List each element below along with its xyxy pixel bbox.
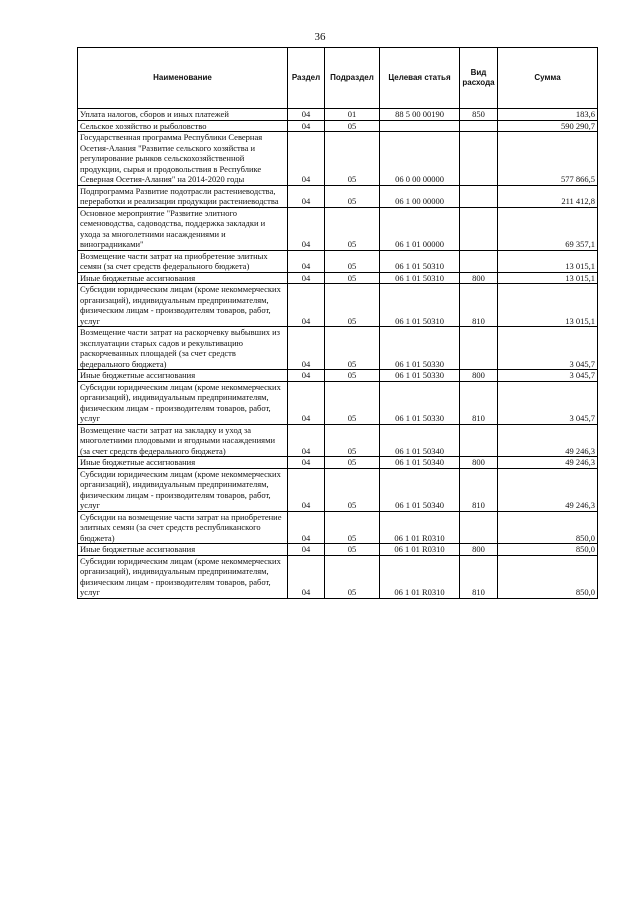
header-podrazdel: Подраздел (325, 48, 380, 109)
cell-article: 06 1 01 50330 (380, 327, 460, 370)
cell-razdel: 04 (288, 132, 325, 186)
cell-sum: 49 246,3 (498, 457, 598, 469)
table-row (78, 109, 598, 121)
cell-podrazdel: 05 (325, 132, 380, 186)
cell-name: Возмещение части затрат на закладку и уход за многолетними плодовыми и ягодными насаждениями (за счет средств федерального бюджета) (78, 424, 288, 457)
cell-sum: 69 357,1 (498, 207, 598, 250)
cell-sum: 850,0 (498, 511, 598, 544)
cell-article: 06 1 01 50310 (380, 250, 460, 272)
cell-podrazdel: 05 (325, 284, 380, 327)
cell-podrazdel: 05 (325, 250, 380, 272)
cell-name: Субсидии юридическим лицам (кроме некоммерческих организаций), индивидуальным предпринимателям, физическим лицам - производителям товаров, работ, услуг (78, 381, 288, 424)
table-row (78, 120, 598, 132)
cell-article: 06 1 00 00000 (380, 185, 460, 207)
cell-podrazdel: 05 (325, 544, 380, 556)
cell-vid (460, 185, 498, 207)
cell-name: Подпрограмма Развитие подотрасли растениеводства, переработки и реализации продукции растениеводства (78, 185, 288, 207)
cell-vid (460, 327, 498, 370)
cell-vid: 800 (460, 544, 498, 556)
cell-vid (460, 132, 498, 186)
cell-sum: 850,0 (498, 555, 598, 598)
cell-article: 06 0 00 00000 (380, 132, 460, 186)
cell-sum: 49 246,3 (498, 468, 598, 511)
cell-name: Иные бюджетные ассигнования (78, 544, 288, 556)
cell-razdel: 04 (288, 327, 325, 370)
table-row (78, 250, 598, 272)
header-article: Целевая статья (380, 48, 460, 109)
cell-razdel: 04 (288, 424, 325, 457)
table-row (78, 457, 598, 469)
cell-article: 06 1 01 50340 (380, 468, 460, 511)
cell-podrazdel: 05 (325, 381, 380, 424)
cell-podrazdel: 05 (325, 185, 380, 207)
cell-vid: 800 (460, 370, 498, 382)
cell-razdel: 04 (288, 370, 325, 382)
cell-podrazdel: 05 (325, 457, 380, 469)
table-row (78, 132, 598, 186)
cell-name: Иные бюджетные ассигнования (78, 457, 288, 469)
cell-article: 06 1 01 R0310 (380, 544, 460, 556)
cell-sum: 577 866,5 (498, 132, 598, 186)
cell-podrazdel: 05 (325, 327, 380, 370)
cell-vid: 810 (460, 555, 498, 598)
cell-podrazdel: 05 (325, 468, 380, 511)
cell-vid: 800 (460, 272, 498, 284)
cell-razdel: 04 (288, 468, 325, 511)
cell-podrazdel: 05 (325, 272, 380, 284)
cell-razdel: 04 (288, 511, 325, 544)
cell-sum: 183,6 (498, 109, 598, 121)
cell-article: 06 1 01 50340 (380, 457, 460, 469)
cell-article: 06 1 01 50310 (380, 284, 460, 327)
cell-name: Уплата налогов, сборов и иных платежей (78, 109, 288, 121)
table-row (78, 207, 598, 250)
cell-razdel: 04 (288, 250, 325, 272)
header-name: Наименование (78, 48, 288, 109)
cell-name: Субсидии юридическим лицам (кроме некоммерческих организаций), индивидуальным предпринимателям, физическим лицам - производителям товаров, работ, услуг (78, 468, 288, 511)
table-row (78, 511, 598, 544)
cell-razdel: 04 (288, 381, 325, 424)
cell-sum: 49 246,3 (498, 424, 598, 457)
table-row (78, 424, 598, 457)
cell-vid: 810 (460, 284, 498, 327)
table-header-row (78, 48, 598, 109)
cell-name: Государственная программа Республики Северная Осетия-Алания "Развитие сельского хозяйства и регулирование рынков сельскохозяйственной продукции, сырья и продовольствия в Республике Северная Осетия-Алания" на 2014-2020 годы (78, 132, 288, 186)
cell-sum: 13 015,1 (498, 250, 598, 272)
cell-article: 06 1 01 50330 (380, 381, 460, 424)
cell-podrazdel: 05 (325, 370, 380, 382)
table-row (78, 185, 598, 207)
table-row (78, 468, 598, 511)
cell-podrazdel: 05 (325, 555, 380, 598)
cell-razdel: 04 (288, 109, 325, 121)
cell-name: Иные бюджетные ассигнования (78, 370, 288, 382)
table-row (78, 370, 598, 382)
cell-sum: 590 290,7 (498, 120, 598, 132)
cell-razdel: 04 (288, 284, 325, 327)
cell-article: 06 1 01 R0310 (380, 555, 460, 598)
cell-sum: 13 015,1 (498, 272, 598, 284)
cell-podrazdel: 05 (325, 120, 380, 132)
cell-razdel: 04 (288, 120, 325, 132)
cell-sum: 3 045,7 (498, 381, 598, 424)
cell-sum: 3 045,7 (498, 327, 598, 370)
cell-article: 06 1 01 50340 (380, 424, 460, 457)
cell-name: Субсидии юридическим лицам (кроме некоммерческих организаций), индивидуальным предпринимателям, физическим лицам - производителям товаров, работ, услуг (78, 555, 288, 598)
cell-vid: 850 (460, 109, 498, 121)
cell-sum: 13 015,1 (498, 284, 598, 327)
cell-razdel: 04 (288, 185, 325, 207)
cell-name: Иные бюджетные ассигнования (78, 272, 288, 284)
table-row (78, 381, 598, 424)
cell-vid (460, 424, 498, 457)
table-row (78, 555, 598, 598)
table-row (78, 327, 598, 370)
table-row (78, 284, 598, 327)
cell-razdel: 04 (288, 544, 325, 556)
cell-name: Возмещение части затрат на приобретение элитных семян (за счет средств федерального бюджета) (78, 250, 288, 272)
cell-article (380, 120, 460, 132)
cell-article: 06 1 01 00000 (380, 207, 460, 250)
header-vid: Вид расхода (460, 48, 498, 109)
page-number: 36 (314, 31, 326, 43)
cell-podrazdel: 05 (325, 207, 380, 250)
cell-vid (460, 511, 498, 544)
cell-vid (460, 250, 498, 272)
header-razdel: Раздел (288, 48, 325, 109)
cell-razdel: 04 (288, 555, 325, 598)
cell-article: 06 1 01 R0310 (380, 511, 460, 544)
table-row (78, 544, 598, 556)
table-row (78, 272, 598, 284)
cell-podrazdel: 05 (325, 511, 380, 544)
cell-sum: 3 045,7 (498, 370, 598, 382)
cell-article: 06 1 01 50330 (380, 370, 460, 382)
cell-razdel: 04 (288, 207, 325, 250)
cell-name: Субсидии на возмещение части затрат на приобретение элитных семян (за счет средств республиканского бюджета) (78, 511, 288, 544)
cell-name: Возмещение части затрат на раскорчевку выбывших из эксплуатации старых садов и рекультивацию раскорчеванных площадей (за счет средств федерального бюджета) (78, 327, 288, 370)
cell-name: Основное мероприятие "Развитие элитного семеноводства, садоводства, поддержка закладки и ухода за многолетними насаждениями и виноградниками" (78, 207, 288, 250)
cell-vid: 810 (460, 381, 498, 424)
cell-razdel: 04 (288, 457, 325, 469)
cell-podrazdel: 01 (325, 109, 380, 121)
cell-sum: 850,0 (498, 544, 598, 556)
cell-vid (460, 207, 498, 250)
cell-vid: 810 (460, 468, 498, 511)
cell-vid: 800 (460, 457, 498, 469)
cell-sum: 211 412,8 (498, 185, 598, 207)
cell-podrazdel: 05 (325, 424, 380, 457)
cell-razdel: 04 (288, 272, 325, 284)
cell-name: Сельское хозяйство и рыболовство (78, 120, 288, 132)
header-sum: Сумма (498, 48, 598, 109)
budget-table (77, 47, 598, 599)
cell-article: 88 5 00 00190 (380, 109, 460, 121)
cell-article: 06 1 01 50310 (380, 272, 460, 284)
cell-name: Субсидии юридическим лицам (кроме некоммерческих организаций), индивидуальным предпринимателям, физическим лицам - производителям товаров, работ, услуг (78, 284, 288, 327)
cell-vid (460, 120, 498, 132)
